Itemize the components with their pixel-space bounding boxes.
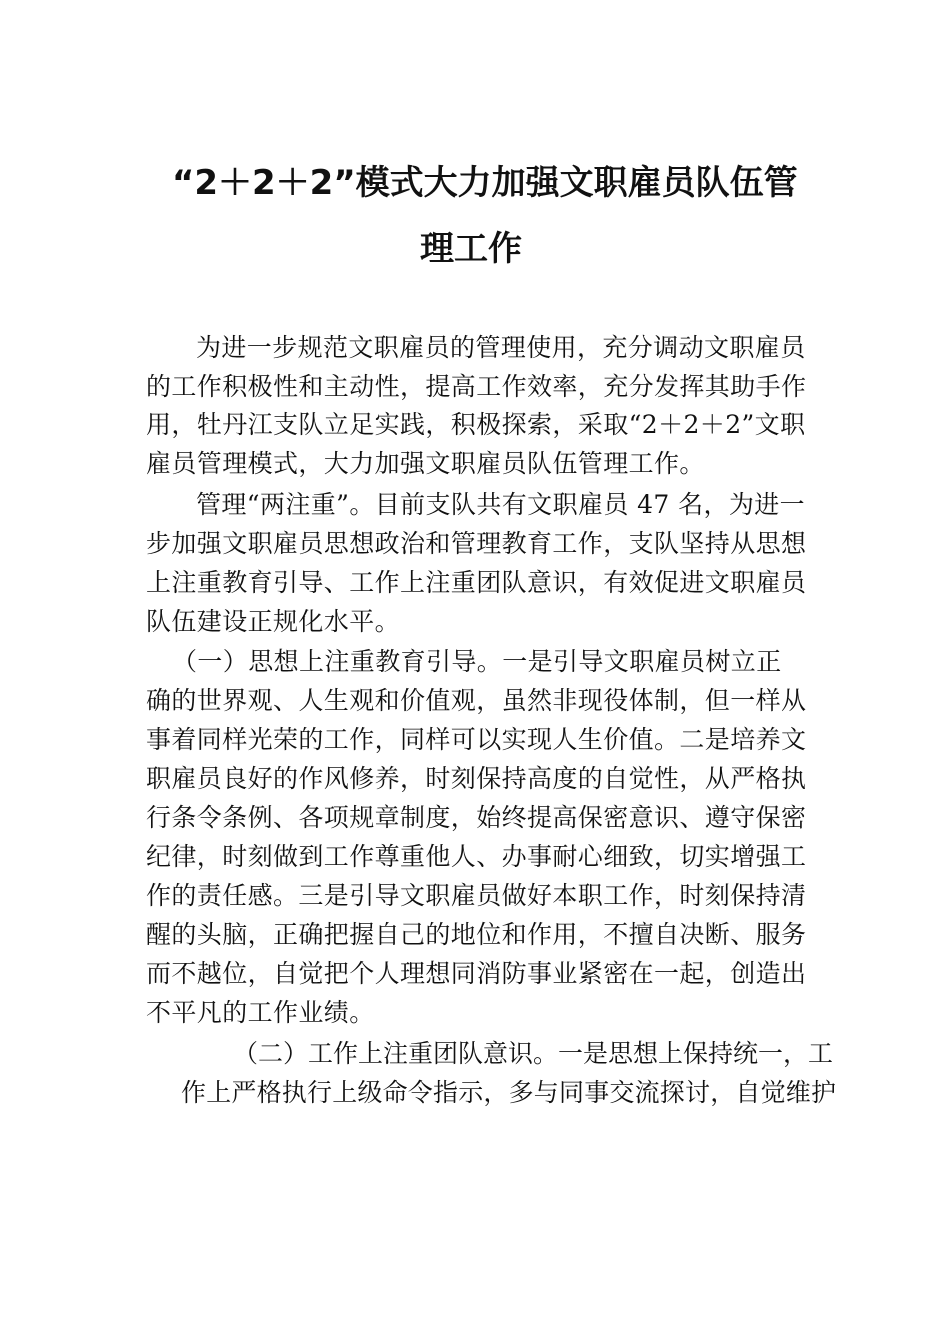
body-line-14: 纪律，时刻做到工作尊重他人、办事耐心细致，切实增强工: [146, 842, 807, 871]
body-line-3: 用，牡丹江支队立足实践，积极探索，采取“2＋2＋2”文职: [146, 410, 806, 439]
body-line-15: 作的责任感。三是引导文职雇员做好本职工作，时刻保持清: [146, 881, 807, 910]
body-line-9: （一）思想上注重教育引导。一是引导文职雇员树立正: [172, 647, 782, 676]
body-line-8: 队伍建设正规化水平。: [146, 607, 401, 636]
body-line-20: 作上严格执行上级命令指示，多与同事交流探讨，自觉维护: [181, 1078, 837, 1107]
body-line-19: （二）工作上注重团队意识。一是思想上保持统一，工: [233, 1039, 834, 1068]
document-title-line-2: 理工作: [420, 229, 522, 269]
body-line-2: 的工作积极性和主动性，提高工作效率，充分发挥其助手作: [146, 372, 807, 401]
body-line-7: 上注重教育引导、工作上注重团队意识，有效促进文职雇员: [146, 568, 807, 597]
body-line-18: 不平凡的工作业绩。: [146, 998, 375, 1027]
body-line-16: 醒的头脑，正确把握自己的地位和作用，不擅自决断、服务: [146, 920, 807, 949]
body-line-17: 而不越位，自觉把个人理想同消防事业紧密在一起，创造出: [146, 959, 807, 988]
body-line-4: 雇员管理模式，大力加强文职雇员队伍管理工作。: [146, 449, 705, 478]
body-line-10: 确的世界观、人生观和价值观，虽然非现役体制，但一样从: [146, 686, 807, 715]
body-line-12: 职雇员良好的作风修养，时刻保持高度的自觉性，从严格执: [146, 764, 807, 793]
body-line-5: 管理“两注重”。目前支队共有文职雇员 47 名，为进一: [196, 490, 806, 519]
document-title-line-1: “2＋2＋2”模式大力加强文职雇员队伍管: [172, 163, 798, 203]
body-line-1: 为进一步规范文职雇员的管理使用，充分调动文职雇员: [196, 333, 806, 362]
body-line-6: 步加强文职雇员思想政治和管理教育工作，支队坚持从思想: [146, 529, 807, 558]
body-line-13: 行条令条例、各项规章制度，始终提高保密意识、遵守保密: [146, 803, 807, 832]
body-line-11: 事着同样光荣的工作，同样可以实现人生价值。二是培养文: [146, 725, 807, 754]
